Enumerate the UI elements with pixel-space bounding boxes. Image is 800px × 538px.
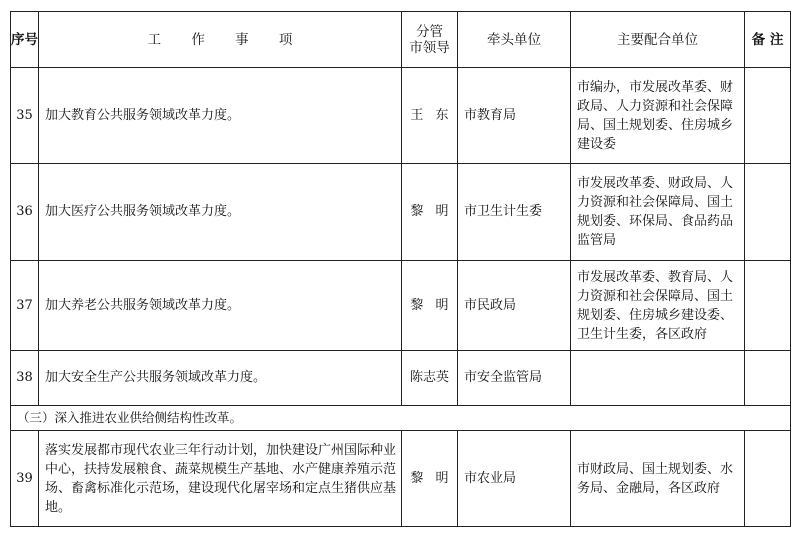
header-leader-line1: 分管 bbox=[416, 23, 443, 40]
coop-line: 市财政局、国土规划委、水 bbox=[577, 461, 734, 477]
row-num: 39 bbox=[11, 431, 39, 527]
row-leader: 王 东 bbox=[402, 68, 458, 164]
row-leader: 黎 明 bbox=[402, 261, 458, 351]
section-row bbox=[11, 406, 791, 431]
coop-line: 规划委、环保局、食品药品 bbox=[577, 214, 734, 229]
row-coop-units bbox=[571, 431, 745, 527]
header-notes: 备 注 bbox=[745, 12, 791, 68]
coop-line: 力资源和社会保障局、国土 bbox=[577, 195, 734, 210]
row-leader: 黎 明 bbox=[402, 164, 458, 261]
header-num: 序号 bbox=[11, 12, 39, 68]
coop-line: 力资源和社会保障局、国土 bbox=[577, 288, 734, 304]
row-task bbox=[39, 431, 402, 527]
section-heading: （三）深入推进农业供给侧结构性改革。 bbox=[11, 406, 791, 431]
row-leader: 陈志英 bbox=[402, 351, 458, 406]
header-lead-unit: 牵头单位 bbox=[458, 12, 571, 68]
header-coop-units: 主要配合单位 bbox=[571, 12, 745, 68]
coop-line: 建设委 bbox=[577, 136, 617, 152]
row-coop-units bbox=[571, 261, 745, 351]
row-lead-unit: 市卫生计生委 bbox=[458, 164, 571, 261]
row-lead-unit: 市农业局 bbox=[458, 431, 571, 527]
table-row bbox=[11, 431, 791, 527]
table-row bbox=[11, 261, 791, 351]
row-num: 36 bbox=[11, 164, 39, 261]
table-row bbox=[11, 68, 791, 164]
row-lead-unit: 市教育局 bbox=[458, 68, 571, 164]
row-task: 加大医疗公共服务领域改革力度。 bbox=[39, 164, 402, 261]
row-task: 加大安全生产公共服务领域改革力度。 bbox=[39, 351, 402, 406]
coop-line: 市发展改革委、财政局、人 bbox=[577, 176, 734, 191]
row-notes bbox=[745, 431, 791, 527]
row-num: 35 bbox=[11, 68, 39, 164]
row-task: 加大养老公共服务领域改革力度。 bbox=[39, 261, 402, 351]
coop-line: 卫生计生委，各区政府 bbox=[577, 326, 708, 342]
row-lead-unit: 市安全监管局 bbox=[458, 351, 571, 406]
row-coop-units bbox=[571, 68, 745, 164]
work-items-table bbox=[10, 11, 791, 527]
row-num: 38 bbox=[11, 351, 39, 406]
task-line: 落实发展都市现代农业三年行动计划，加快建设广州国际种业 bbox=[45, 442, 397, 458]
coop-line: 规划委、住房城乡建设委、 bbox=[577, 307, 734, 323]
header-task: 工 作 事 项 bbox=[39, 12, 402, 68]
row-lead-unit: 市民政局 bbox=[458, 261, 571, 351]
table-row bbox=[11, 351, 791, 406]
row-task: 加大教育公共服务领域改革力度。 bbox=[39, 68, 402, 164]
coop-line: 监管局 bbox=[577, 233, 617, 248]
row-notes bbox=[745, 164, 791, 261]
row-notes bbox=[745, 351, 791, 406]
task-line: 中心，扶持发展粮食、蔬菜规模生产基地、水产健康养殖示范 bbox=[45, 461, 397, 477]
header-leader-line2: 市领导 bbox=[409, 39, 450, 56]
row-notes bbox=[745, 68, 791, 164]
row-coop-units bbox=[571, 351, 745, 406]
coop-line: 市发展改革委、教育局、人 bbox=[577, 269, 734, 285]
row-notes bbox=[745, 261, 791, 351]
row-leader: 黎 明 bbox=[402, 431, 458, 527]
task-line: 场、畜禽标准化示范场，建设现代化屠宰场和定点生猪供应基 bbox=[45, 480, 397, 496]
header-row bbox=[11, 12, 791, 68]
table-row bbox=[11, 164, 791, 261]
coop-line: 市编办，市发展改革委、财 bbox=[577, 79, 734, 95]
row-num: 37 bbox=[11, 261, 39, 351]
coop-line: 务局、金融局，各区政府 bbox=[577, 480, 721, 496]
row-coop-units bbox=[571, 164, 745, 261]
coop-line: 政局、人力资源和社会保障 bbox=[577, 98, 734, 114]
task-line: 地。 bbox=[45, 499, 72, 515]
coop-line: 局、国土规划委、住房城乡 bbox=[577, 117, 734, 133]
header-leader bbox=[402, 12, 458, 68]
